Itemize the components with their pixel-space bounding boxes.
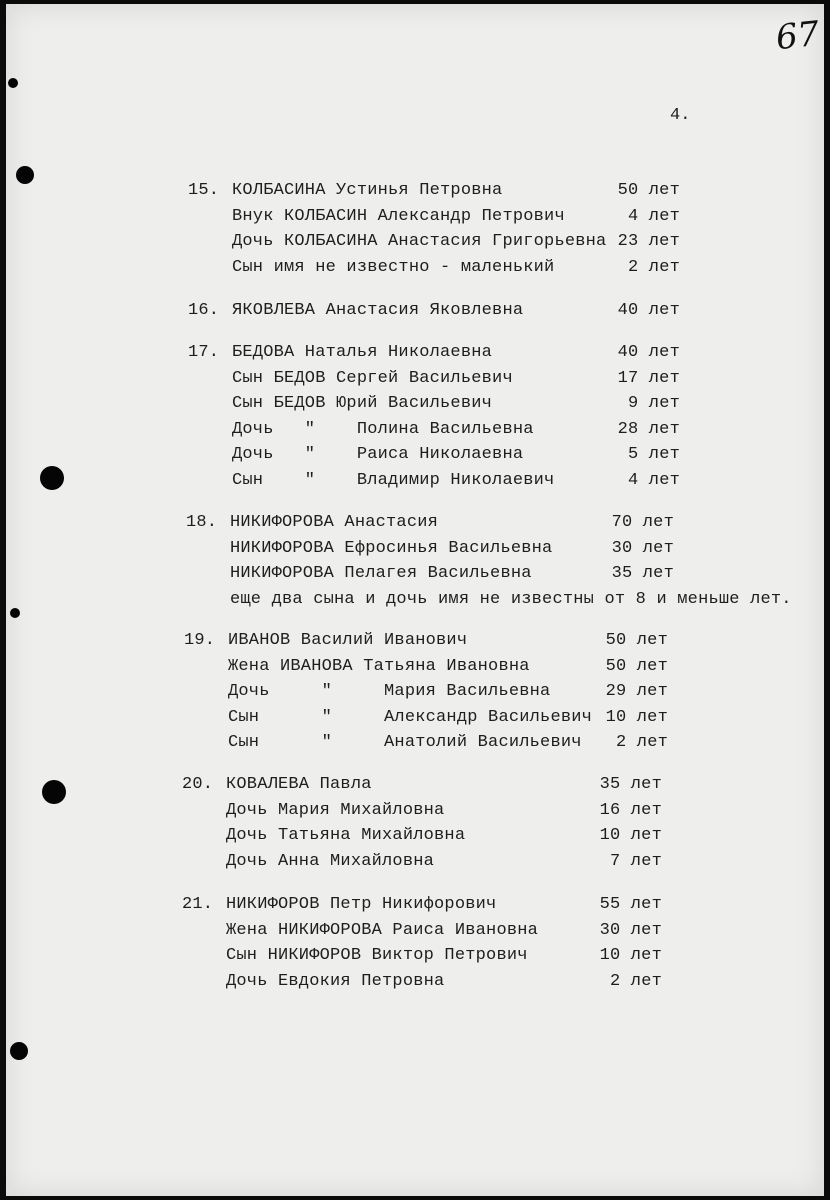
person-name: Сын " Александр Васильевич: [228, 707, 593, 727]
person-age: 40 лет: [617, 343, 680, 362]
person-age: 7 лет: [609, 851, 662, 871]
person-name: Дочь " Полина Васильевна: [232, 419, 534, 439]
entry-number: 17.: [188, 343, 220, 362]
entry-number: 20.: [182, 775, 214, 794]
punch-hole: [8, 78, 18, 88]
person-age: 30 лет: [599, 920, 662, 940]
person-name: НИКИФОРОВА Ефросинья Васильевна: [230, 538, 553, 558]
person-age: 10 лет: [599, 826, 662, 846]
punch-hole: [40, 466, 64, 490]
person-age: 55 лет: [599, 895, 662, 914]
person-name: Сын БЕДОВ Сергей Васильевич: [232, 368, 513, 388]
folio-number: 67: [774, 13, 822, 59]
entry-number: 16.: [188, 301, 220, 320]
person-name: Дочь " Мария Васильевна: [228, 682, 551, 702]
person-age: 28 лет: [617, 419, 680, 439]
person-age: 9 лет: [627, 394, 680, 414]
person-age: 2 лет: [615, 733, 668, 753]
person-name: НИКИФОРОВА Анастасия: [230, 513, 439, 532]
person-name: Сын " Владимир Николаевич: [232, 470, 555, 490]
entry-number: 21.: [182, 895, 214, 914]
person-name: НИКИФОРОВ Петр Никифорович: [226, 895, 497, 914]
person-name: Дочь Мария Михайловна: [226, 800, 445, 820]
person-name: Сын НИКИФОРОВ Виктор Петрович: [226, 946, 528, 966]
person-name: НИКИФОРОВА Пелагея Васильевна: [230, 564, 532, 584]
punch-hole: [10, 1042, 28, 1060]
entry-note: еще два сына и дочь имя не известны от 8 и меньше лет.: [230, 589, 792, 609]
person-age: 23 лет: [617, 232, 680, 252]
person-name: ЯКОВЛЕВА Анастасия Яковлевна: [232, 301, 524, 320]
person-age: 29 лет: [605, 682, 668, 702]
entry-number: 19.: [184, 631, 216, 650]
punch-hole: [10, 608, 20, 618]
person-age: 50 лет: [617, 181, 680, 200]
person-age: 10 лет: [599, 946, 662, 966]
person-age: 2 лет: [627, 257, 680, 277]
person-age: 17 лет: [617, 368, 680, 388]
person-age: 4 лет: [627, 470, 680, 490]
person-name: Жена НИКИФОРОВА Раиса Ивановна: [226, 920, 539, 940]
person-age: 40 лет: [617, 301, 680, 320]
person-age: 10 лет: [605, 707, 668, 727]
person-name: Сын имя не известно - маленький: [232, 257, 555, 277]
person-name: Внук КОЛБАСИН Александр Петрович: [232, 206, 565, 226]
punch-hole: [16, 166, 34, 184]
person-name: ИВАНОВ Василий Иванович: [228, 631, 468, 650]
person-age: 35 лет: [611, 564, 674, 584]
person-age: 50 лет: [605, 631, 668, 650]
person-age: 2 лет: [609, 971, 662, 991]
person-age: 16 лет: [599, 800, 662, 820]
person-age: 5 лет: [627, 445, 680, 465]
page-number: 4.: [670, 106, 691, 125]
person-name: Дочь КОЛБАСИНА Анастасия Григорьевна: [232, 232, 607, 252]
person-name: Сын БЕДОВ Юрий Васильевич: [232, 394, 493, 414]
person-name: Дочь " Раиса Николаевна: [232, 445, 524, 465]
person-age: 4 лет: [627, 206, 680, 226]
entry-number: 18.: [186, 513, 218, 532]
document-page: [6, 4, 824, 1196]
person-name: БЕДОВА Наталья Николаевна: [232, 343, 493, 362]
person-name: Жена ИВАНОВА Татьяна Ивановна: [228, 656, 530, 676]
person-name: КОЛБАСИНА Устинья Петровна: [232, 181, 503, 200]
person-name: Дочь Анна Михайловна: [226, 851, 435, 871]
person-name: Сын " Анатолий Васильевич: [228, 733, 582, 753]
person-age: 35 лет: [599, 775, 662, 794]
person-age: 30 лет: [611, 538, 674, 558]
punch-hole: [42, 780, 66, 804]
person-name: КОВАЛЕВА Павла: [226, 775, 372, 794]
person-age: 70 лет: [611, 513, 674, 532]
person-name: Дочь Евдокия Петровна: [226, 971, 445, 991]
person-name: Дочь Татьяна Михайловна: [226, 826, 466, 846]
person-age: 50 лет: [605, 656, 668, 676]
entry-number: 15.: [188, 181, 220, 200]
